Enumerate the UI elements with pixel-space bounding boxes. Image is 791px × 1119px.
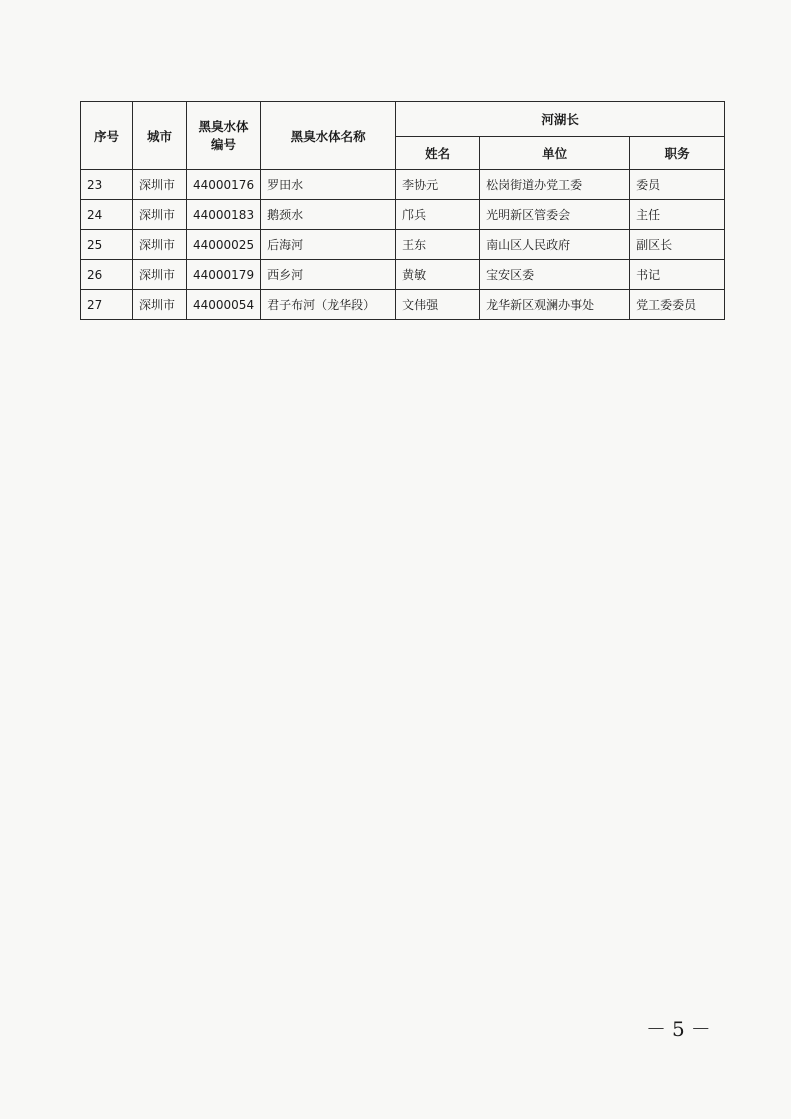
cell-unit: 松岗街道办党工委 xyxy=(480,170,630,200)
cell-position: 委员 xyxy=(630,170,725,200)
cell-unit: 南山区人民政府 xyxy=(480,230,630,260)
cell-water: 鹅颈水 xyxy=(261,200,396,230)
header-unit: 单位 xyxy=(480,137,630,170)
table-row xyxy=(81,290,725,320)
cell-water: 君子布河（龙华段） xyxy=(261,290,396,320)
header-seq: 序号 xyxy=(81,102,133,170)
cell-name: 邝兵 xyxy=(396,200,480,230)
cell-code: 44000025 xyxy=(187,230,261,260)
table-row xyxy=(81,260,725,290)
cell-water: 后海河 xyxy=(261,230,396,260)
header-water-code-text: 黑臭水体编号 xyxy=(198,118,249,152)
cell-position: 书记 xyxy=(630,260,725,290)
header-water-name: 黑臭水体名称 xyxy=(261,102,396,170)
cell-seq: 27 xyxy=(81,290,133,320)
cell-seq: 24 xyxy=(81,200,133,230)
cell-city: 深圳市 xyxy=(133,200,187,230)
cell-code: 44000054 xyxy=(187,290,261,320)
header-water-code xyxy=(187,102,261,170)
page-number: －5－ xyxy=(646,1017,717,1041)
river-chief-table xyxy=(80,101,725,320)
header-position: 职务 xyxy=(630,137,725,170)
cell-unit: 光明新区管委会 xyxy=(480,200,630,230)
cell-city: 深圳市 xyxy=(133,170,187,200)
cell-water: 西乡河 xyxy=(261,260,396,290)
header-river-chief: 河湖长 xyxy=(396,102,725,137)
table-row xyxy=(81,200,725,230)
cell-city: 深圳市 xyxy=(133,260,187,290)
cell-seq: 23 xyxy=(81,170,133,200)
cell-city: 深圳市 xyxy=(133,290,187,320)
cell-name: 黄敏 xyxy=(396,260,480,290)
header-name: 姓名 xyxy=(396,137,480,170)
cell-code: 44000176 xyxy=(187,170,261,200)
cell-name: 李协元 xyxy=(396,170,480,200)
cell-seq: 26 xyxy=(81,260,133,290)
cell-code: 44000179 xyxy=(187,260,261,290)
cell-water: 罗田水 xyxy=(261,170,396,200)
table-row xyxy=(81,170,725,200)
header-city: 城市 xyxy=(133,102,187,170)
cell-name: 文伟强 xyxy=(396,290,480,320)
table-header-row xyxy=(81,102,725,137)
cell-position: 副区长 xyxy=(630,230,725,260)
cell-code: 44000183 xyxy=(187,200,261,230)
cell-seq: 25 xyxy=(81,230,133,260)
cell-city: 深圳市 xyxy=(133,230,187,260)
cell-position: 党工委委员 xyxy=(630,290,725,320)
cell-name: 王东 xyxy=(396,230,480,260)
cell-unit: 宝安区委 xyxy=(480,260,630,290)
table-row xyxy=(81,230,725,260)
cell-unit: 龙华新区观澜办事处 xyxy=(480,290,630,320)
cell-position: 主任 xyxy=(630,200,725,230)
